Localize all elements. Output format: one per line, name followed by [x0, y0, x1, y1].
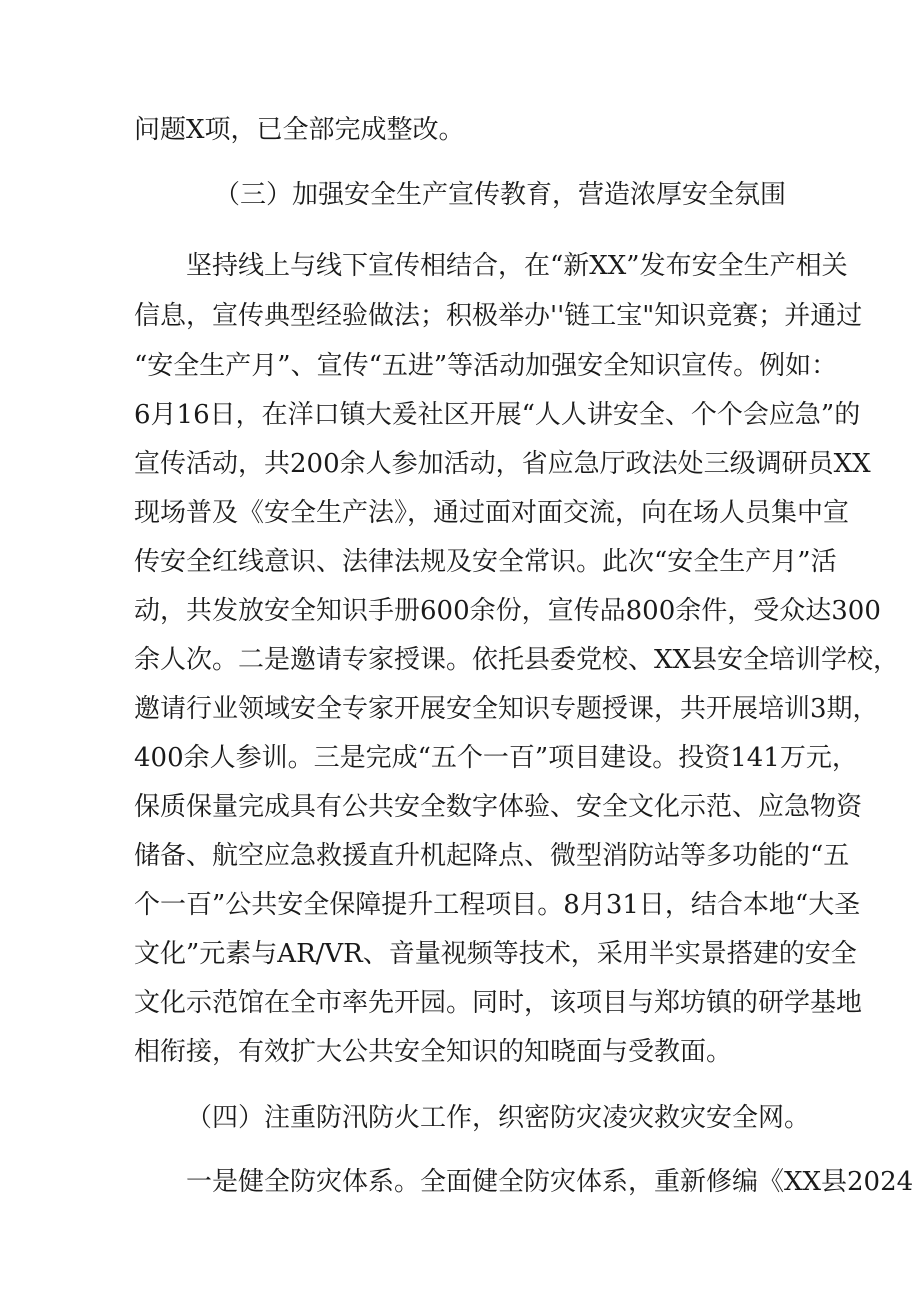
paragraph-line: 保质保量完成具有公共安全数字体验、安全文化示范、应急物资	[134, 792, 863, 822]
paragraph-line: 传安全红线意识、法律法规及安全常识。此次“安全生产月”活	[134, 547, 837, 577]
paragraph-line: 邀请行业领域安全专家开展安全知识专题授课，共开展培训3期，	[134, 694, 879, 724]
paragraph-line: 问题X项，已全部完成整改。	[134, 115, 465, 145]
paragraph-line: “安全生产月”、宣传“五进”等活动加强安全知识宣传。例如：	[134, 351, 838, 381]
paragraph-line: 宣传活动，共200余人参加活动，省应急厅政法处三级调研员XX	[134, 449, 871, 479]
paragraph-line: 6月16日，在洋口镇大爰社区开展“人人讲安全、个个会应急”的	[134, 400, 861, 430]
paragraph-line: 信息，宣传典型经验做法；积极举办''链工宝"知识竞赛；并通过	[134, 301, 863, 331]
section-heading-4: （四）注重防汛防火工作，织密防灾凌灾救灾安全网。	[186, 1103, 811, 1133]
paragraph-line: 个一百”公共安全保障提升工程项目。8月31日，结合本地“大圣	[134, 890, 861, 920]
paragraph-line: 相衔接，有效扩大公共安全知识的知晓面与受教面。	[134, 1037, 733, 1067]
paragraph-line: 400余人参训。三是完成“五个一百”项目建设。投资141万元，	[134, 743, 858, 773]
paragraph-line: 文化示范馆在全市率先开园。同时，该项目与郑坊镇的研学基地	[134, 988, 863, 1018]
paragraph-line: 现场普及《安全生产法》，通过面对面交流，向在场人员集中宣	[134, 498, 850, 528]
paragraph-line: 动，共发放安全知识手册600余份，宣传品800余件，受众达300	[134, 596, 881, 626]
paragraph-line: 一是健全防灾体系。全面健全防灾体系，重新修编《XX县2024	[186, 1167, 914, 1197]
paragraph-line: 余人次。二是邀请专家授课。依托县委党校、XX县安全培训学校，	[134, 645, 900, 675]
paragraph-line: 储备、航空应急救援直升机起降点、微型消防站等多功能的“五	[134, 841, 850, 871]
section-heading-3: （三）加强安全生产宣传教育，营造浓厚安全氛围	[214, 180, 787, 210]
paragraph-line: 坚持线上与线下宣传相结合，在“新XX”发布安全生产相关	[186, 251, 848, 281]
paragraph-line: 文化”元素与AR/VR、音量视频等技术，采用半实景搭建的安全	[134, 939, 857, 969]
